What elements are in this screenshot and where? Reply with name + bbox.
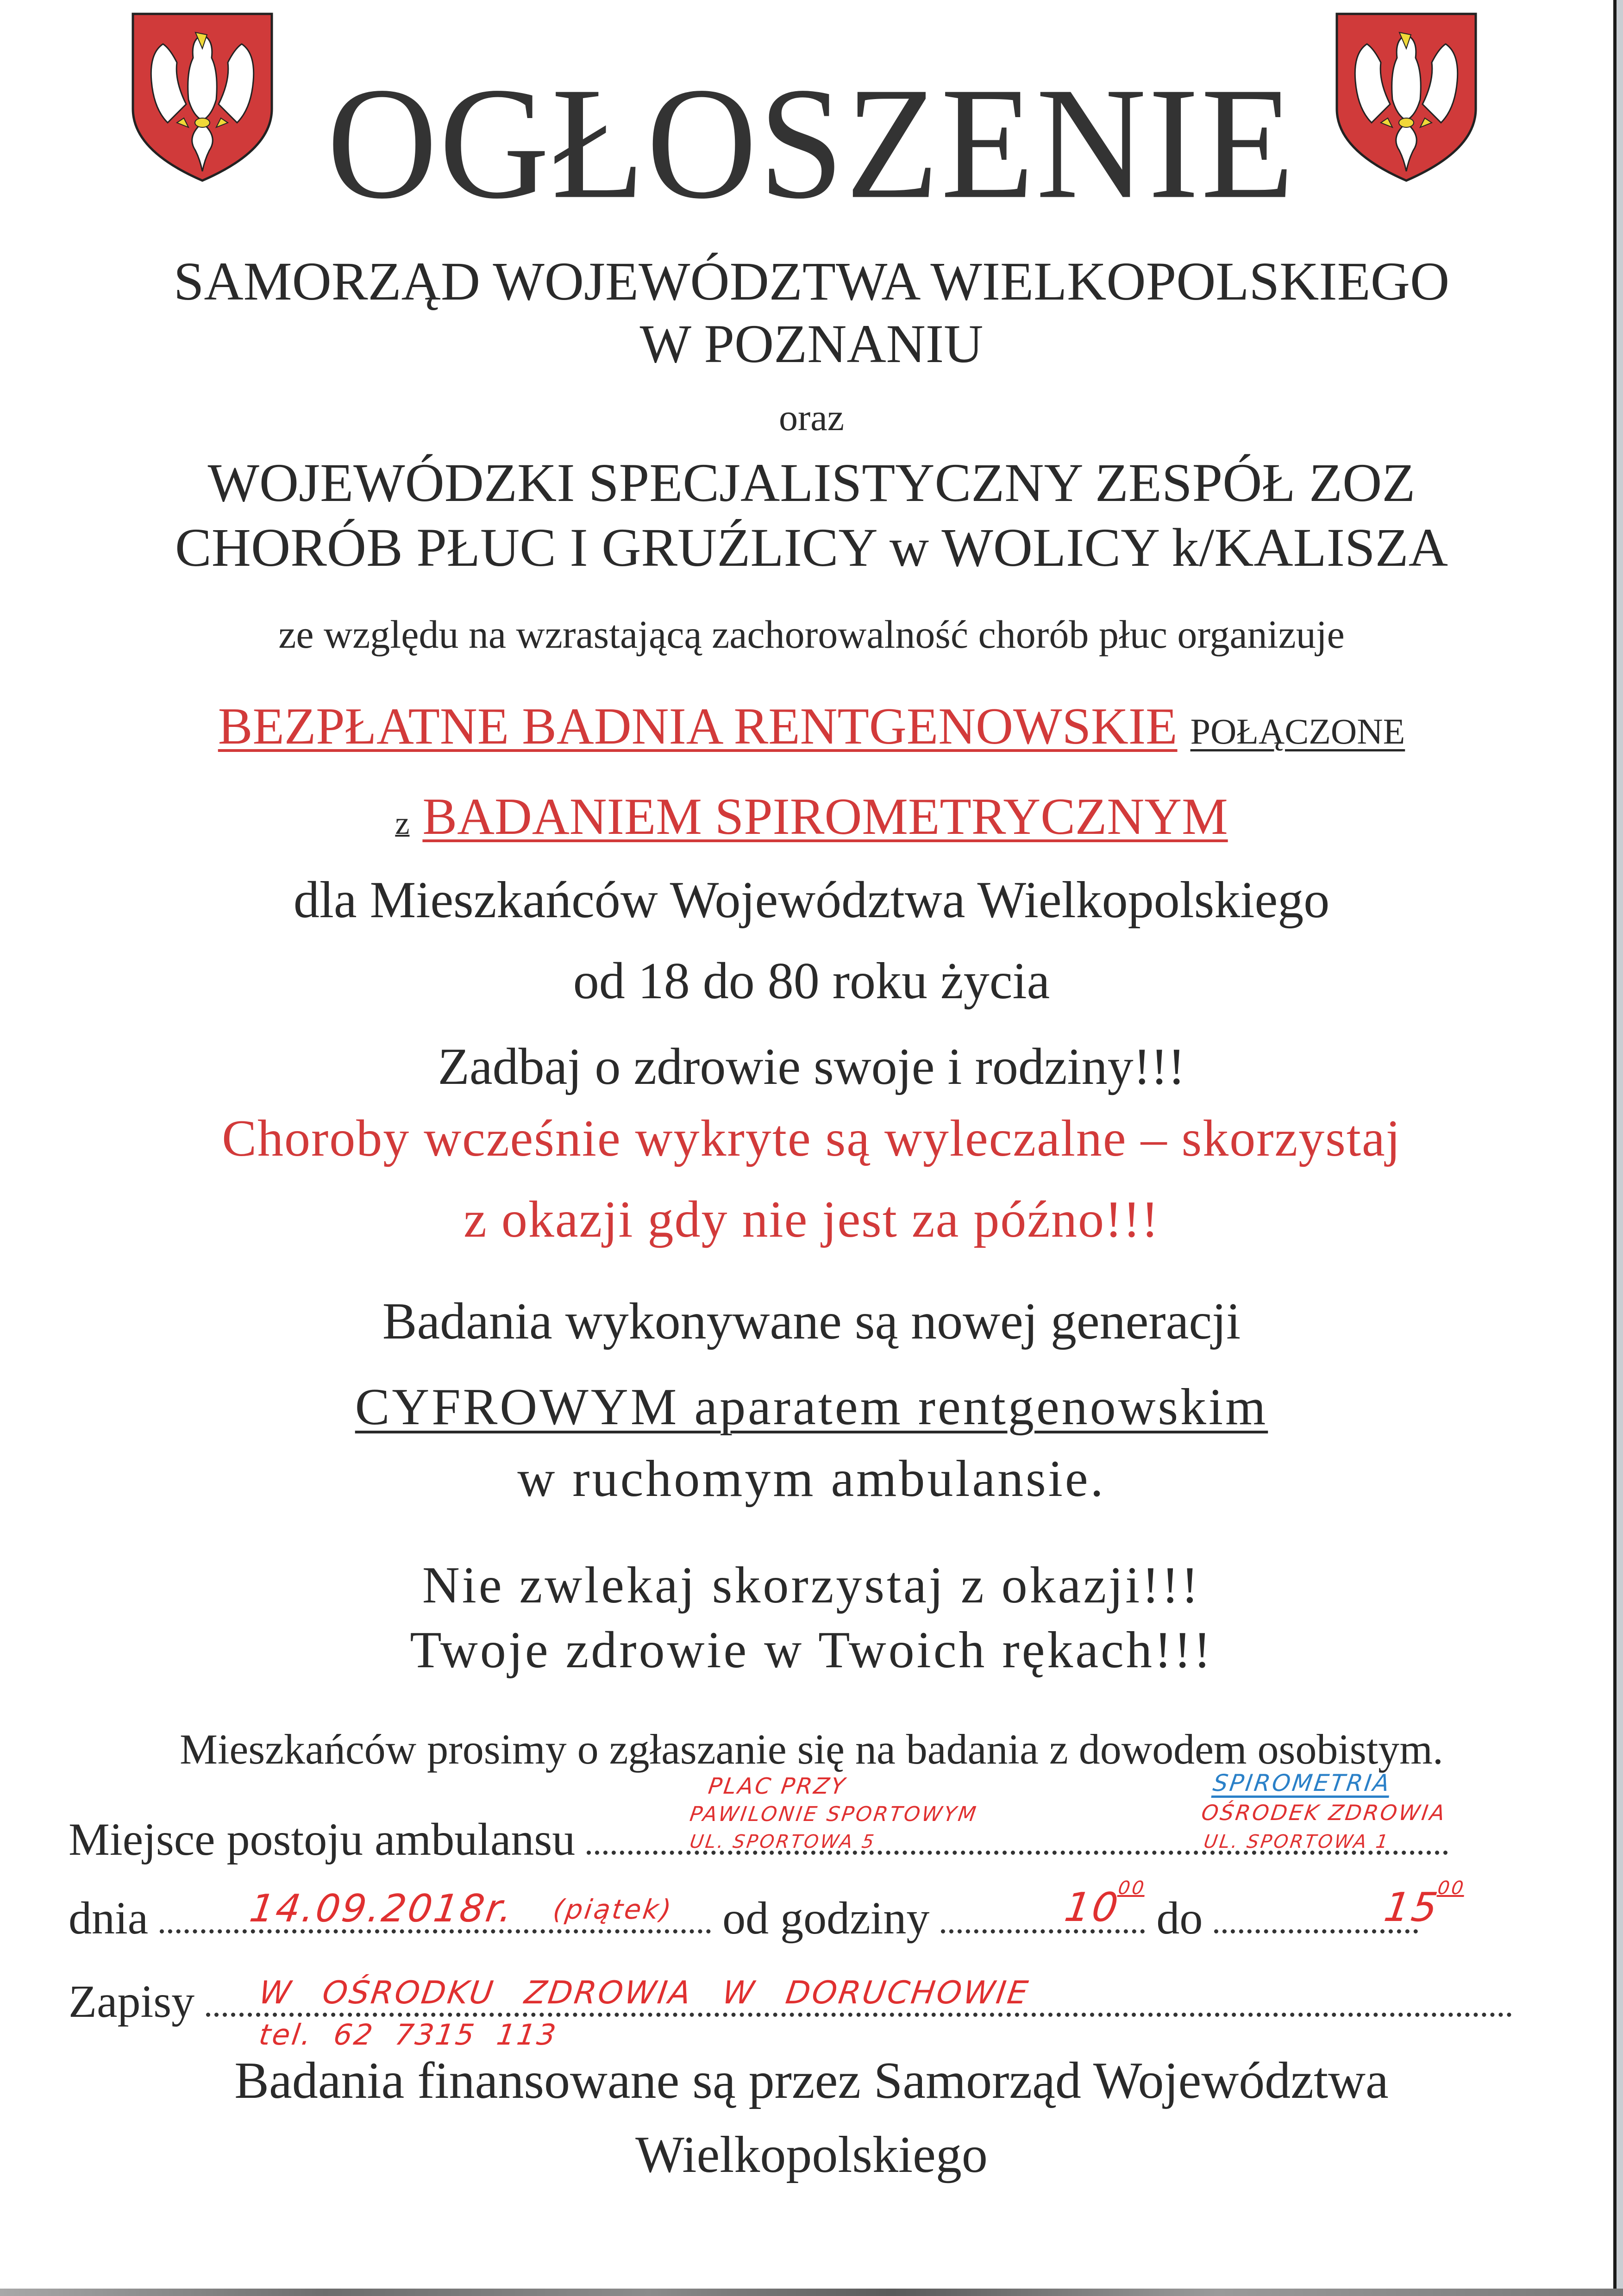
conjunction: oraz xyxy=(778,396,845,438)
funding-line-2: Wielkopolskiego xyxy=(635,2126,988,2183)
health-slogan: Zadbaj o zdrowie swoje i rodziny!!! xyxy=(438,1038,1185,1095)
organizer-line-3: WOJEWÓDZKI SPECJALISTYCZNY ZESPÓŁ ZOZ xyxy=(207,452,1416,513)
headline-line-1 xyxy=(0,697,1623,757)
tech-line-1: Badania wykonywane są nowej generacji xyxy=(382,1293,1241,1350)
from-minutes: 00 xyxy=(1116,1877,1147,1899)
organizer-line-4: CHORÓB PŁUC I GRUŹLICY w WOLICY k/KALISZA xyxy=(175,517,1448,578)
warning-line-2: z okazji gdy nie jest za późno!!! xyxy=(464,1191,1159,1248)
purpose-line: ze względu na wzrastającą zachorowalność chorób płuc organizuje xyxy=(278,612,1345,657)
headline-spirometry: BADANIEM SPIROMETRYCZNYM xyxy=(422,788,1228,845)
organizer-line-1: SAMORZĄD WOJEWÓDZTWA WIELKOPOLSKIEGO xyxy=(173,251,1450,312)
funding-line-1: Badania finansowane są przez Samorząd Województwa xyxy=(234,2052,1389,2109)
to-hour: 15 xyxy=(1381,1884,1442,1931)
from-hour: 10 xyxy=(1061,1884,1123,1931)
signup-value: W OŚRODKU ZDROWIA W DORUCHOWIE xyxy=(257,1975,1032,2011)
signup-label: Zapisy xyxy=(69,1976,195,2027)
to-label: do xyxy=(1156,1892,1203,1944)
place-hand-1c: UL. SPORTOWA 5 xyxy=(688,1831,877,1852)
date-value: 14.09.2018r. xyxy=(247,1887,517,1931)
headline-free-xray: BEZPŁATNE BADNIA RENTGENOWSKIE xyxy=(218,698,1178,755)
phone-value: tel. 62 7315 113 xyxy=(257,2018,560,2052)
place-hand-2c: UL. SPORTOWA 1 xyxy=(1202,1831,1391,1852)
age-range-line: od 18 do 80 roku życia xyxy=(573,952,1050,1010)
call-to-action-1: Nie zwlekaj skorzystaj z okazji!!! xyxy=(422,1557,1201,1614)
warning-line-1: Choroby wcześnie wykryte są wyleczalne – skorzystaj xyxy=(222,1110,1401,1167)
tech-line-2: CYFROWYM aparatem rentgenowskim xyxy=(355,1378,1268,1436)
signup-dotted-line xyxy=(206,2013,1512,2017)
place-hand-1a: PLAC PRZY xyxy=(707,1773,848,1799)
scan-edge-bottom xyxy=(0,2289,1623,2296)
headline-combined: POŁĄCZONE xyxy=(1190,711,1405,751)
place-label: Miejsce postoju ambulansu xyxy=(69,1814,576,1865)
day-value: (piątek) xyxy=(551,1894,675,1925)
audience-line: dla Mieszkańców Województwa Wielkopolskiego xyxy=(293,871,1330,929)
place-hand-2a: SPIROMETRIA xyxy=(1211,1770,1393,1796)
from-label: od godziny xyxy=(722,1892,930,1944)
headline-with: z xyxy=(395,806,410,841)
id-requirement: Mieszkańców prosimy o zgłaszanie się na badania z dowodem osobistym. xyxy=(180,1726,1443,1773)
place-hand-1b: PAWILONIE SPORTOWYM xyxy=(688,1802,979,1826)
tech-line-3: w ruchomym ambulansie. xyxy=(517,1450,1106,1508)
headline-line-2 xyxy=(0,787,1623,847)
page-title: OGŁOSZENIE xyxy=(327,54,1296,232)
to-minutes: 00 xyxy=(1436,1877,1467,1899)
call-to-action-2: Twoje zdrowie w Twoich rękach!!! xyxy=(410,1621,1213,1679)
organizer-line-2: W POZNANIU xyxy=(639,313,984,374)
date-label: dnia xyxy=(69,1892,149,1944)
place-hand-2b: OŚRODEK ZDROWIA xyxy=(1200,1800,1448,1825)
